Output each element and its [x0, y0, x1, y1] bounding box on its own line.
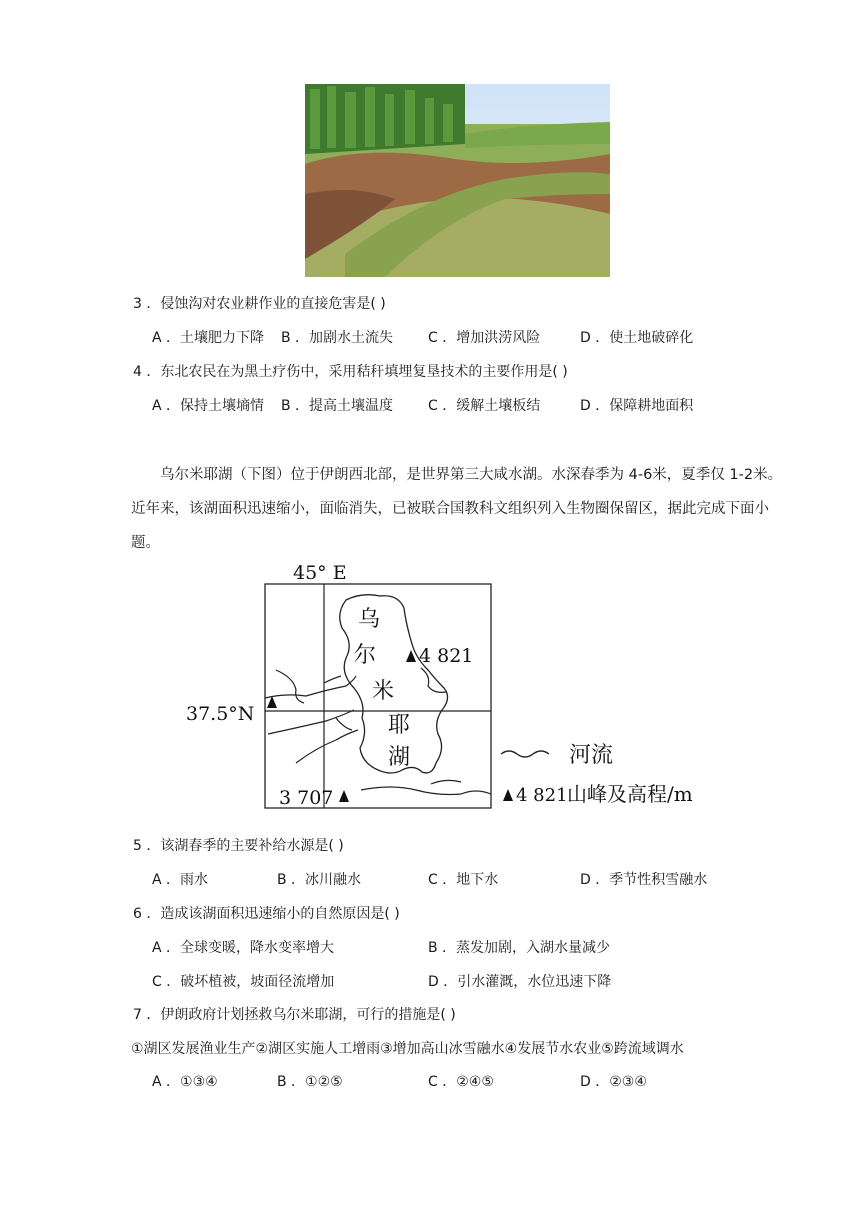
legend-peak-symbol — [503, 789, 513, 801]
latitude-label: 37.5°N — [186, 703, 255, 725]
lake-urmia-map — [176, 558, 721, 814]
question-5-stem: 5 ．该湖春季的主要补给水源是( ) — [133, 838, 344, 854]
lake-name-char-4: 耶 — [388, 713, 411, 738]
legend-peak-label: 山峰及高程/m — [567, 782, 693, 806]
question-7-option-c[interactable]: C ．②④⑤ — [428, 1074, 494, 1090]
lake-passage-text: 乌尔米耶湖（下图）位于伊朗西北部，是世界第三大咸水湖。水深春季为 4-6米，夏季仅 1-2米。近年来，该湖面积迅速缩小，面临消失，已被联合国教科文组织列入生物圈保留区，据此完成下面小题。 — [131, 467, 783, 551]
question-4-option-a[interactable]: A ．保持土壤墒情 — [152, 398, 265, 414]
question-5-option-a[interactable]: A ．雨水 — [152, 872, 209, 888]
question-6-option-b[interactable]: B ．蒸发加剧，入湖水量减少 — [428, 940, 611, 956]
question-6-option-c[interactable]: C ．破坏植被，坡面径流增加 — [152, 974, 335, 990]
question-4-option-c[interactable]: C ．缓解土壤板结 — [428, 398, 541, 414]
question-4-option-d[interactable]: D ．保障耕地面积 — [580, 398, 694, 414]
lake-name-char-3: 米 — [372, 679, 395, 704]
legend-peak-value: 4 821 — [516, 785, 568, 806]
question-3-option-a[interactable]: A ．土壤肥力下降 — [152, 330, 265, 346]
lake-name-char-5: 湖 — [388, 745, 411, 770]
question-6-option-d[interactable]: D ．引水灌溉，水位迅速下降 — [428, 974, 612, 990]
question-4-option-b[interactable]: B ．提高土壤温度 — [281, 398, 394, 414]
peak-marker-low — [339, 790, 349, 802]
lake-name-char-2: 尔 — [354, 643, 377, 668]
question-5-option-b[interactable]: B ．冰川融水 — [277, 872, 362, 888]
question-7-measures: ①湖区发展渔业生产②湖区实施人工增雨③增加高山冰雪融水④发展节水农业⑤跨流域调水 — [131, 1041, 684, 1057]
question-3-option-d[interactable]: D ．使土地破碎化 — [580, 330, 694, 346]
lake-name-char-1: 乌 — [358, 607, 381, 632]
question-3-option-b[interactable]: B ．加剧水土流失 — [281, 330, 394, 346]
question-7-option-d[interactable]: D ．②③④ — [580, 1074, 647, 1090]
question-3-stem: 3 ．侵蚀沟对农业耕作业的直接危害是( ) — [133, 296, 386, 312]
question-4-stem: 4 ．东北农民在为黑土疗伤中，采用秸秆填埋复垦技术的主要作用是( ) — [133, 364, 568, 380]
question-3-option-c[interactable]: C ．增加洪涝风险 — [428, 330, 541, 346]
question-7-option-a[interactable]: A ．①③④ — [152, 1074, 218, 1090]
question-5-option-c[interactable]: C ．地下水 — [428, 872, 499, 888]
legend-river-label: 河流 — [569, 743, 614, 768]
question-5-option-d[interactable]: D ．季节性积雪融水 — [580, 872, 708, 888]
erosion-gully-photo — [305, 84, 610, 277]
question-7-option-b[interactable]: B ．①②⑤ — [277, 1074, 343, 1090]
question-6-stem: 6 ．造成该湖面积迅速缩小的自然原因是( ) — [133, 906, 400, 922]
peak-low-label: 3 707 — [279, 787, 334, 809]
lake-passage — [131, 458, 786, 560]
longitude-label: 45° E — [293, 562, 347, 584]
legend-river-symbol — [501, 751, 549, 757]
question-6-option-a[interactable]: A ．全球变暖，降水变率增大 — [152, 940, 335, 956]
peak-high-label: 4 821 — [419, 645, 474, 667]
question-7-stem: 7 ．伊朗政府计划拯救乌尔米耶湖，可行的措施是( ) — [133, 1007, 456, 1023]
